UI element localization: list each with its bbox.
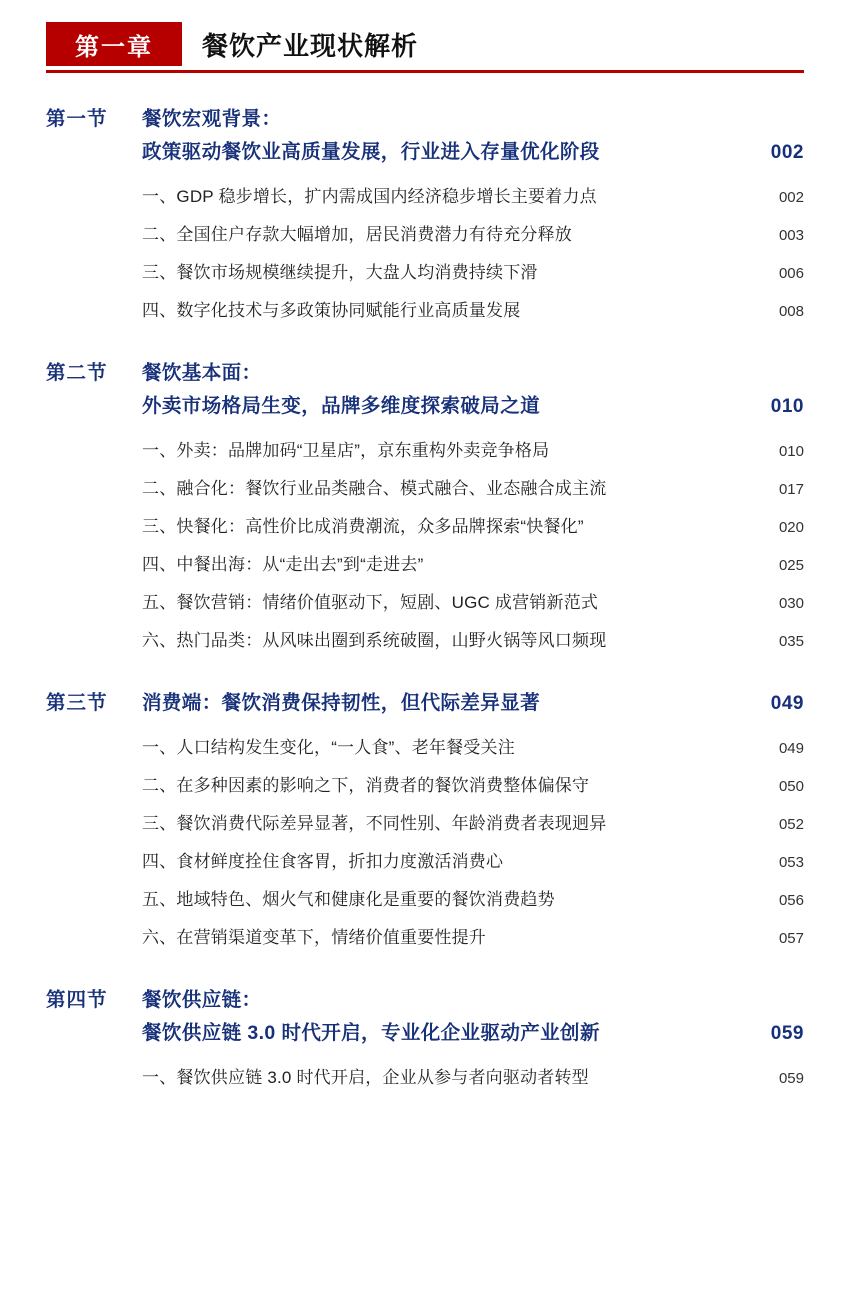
section-header[interactable] (46, 357, 804, 423)
section-entries (46, 429, 804, 657)
toc-entry[interactable] (46, 1056, 804, 1094)
section-entries (46, 175, 804, 327)
toc-entry-text: 三、快餐化：高性价比成消费潮流，众多品牌探索“快餐化” (142, 516, 584, 536)
toc-entry-page: 059 (778, 1069, 804, 1087)
toc-entry[interactable] (46, 840, 804, 878)
toc-entry-text: 三、餐饮消费代际差异显著，不同性别、年龄消费者表现迥异 (142, 813, 607, 833)
toc-entry[interactable] (46, 726, 804, 764)
section-title-line: 外卖市场格局生变，品牌多维度探索破局之道 (142, 395, 541, 417)
section-title-line: 消费端：餐饮消费保持韧性，但代际差异显著 (142, 692, 541, 714)
toc-entry-text: 二、在多种因素的影响之下，消费者的餐饮消费整体偏保守 (142, 775, 590, 795)
toc-entry[interactable] (46, 878, 804, 916)
toc-section (46, 687, 804, 954)
toc-entry[interactable] (46, 764, 804, 802)
toc-entry-text: 二、融合化：餐饮行业品类融合、模式融合、业态融合成主流 (142, 478, 607, 498)
toc-entry-text: 四、中餐出海：从“走出去”到“走进去” (142, 554, 424, 574)
toc-entry[interactable] (46, 916, 804, 954)
toc-entry-page: 057 (778, 929, 804, 947)
section-title-block (142, 357, 804, 423)
toc-page (0, 22, 850, 1298)
toc-entry-page: 002 (778, 188, 804, 206)
toc-entry[interactable] (46, 467, 804, 505)
toc-entry-page: 056 (778, 891, 804, 909)
toc-entry-text: 五、餐饮营销：情绪价值驱动下，短剧、UGC 成营销新范式 (142, 592, 599, 612)
toc-entry-text: 五、地域特色、烟火气和健康化是重要的餐饮消费趋势 (142, 889, 555, 909)
toc-entry-page: 017 (778, 480, 804, 498)
toc-entry-text: 一、人口结构发生变化，“一人食”、老年餐受关注 (142, 737, 515, 757)
toc-entry-text: 六、在营销渠道变革下，情绪价值重要性提升 (142, 927, 486, 947)
section-header[interactable] (46, 984, 804, 1050)
toc-entry-page: 006 (778, 264, 804, 282)
toc-entry-page: 049 (778, 739, 804, 757)
toc-entry[interactable] (46, 505, 804, 543)
toc-entry-page: 010 (778, 442, 804, 460)
toc-entry-page: 030 (778, 594, 804, 612)
toc-entry[interactable] (46, 213, 804, 251)
toc-entry-text: 一、GDP 稳步增长，扩内需成国内经济稳步增长主要着力点 (142, 186, 597, 206)
section-page-number: 049 (770, 693, 804, 714)
section-page-number: 010 (770, 396, 804, 417)
toc-entry[interactable] (46, 802, 804, 840)
toc-section (46, 103, 804, 327)
section-title-line: 餐饮基本面： (142, 362, 262, 384)
toc-entry-text: 二、全国住户存款大幅增加，居民消费潜力有待充分释放 (142, 224, 572, 244)
toc-entry[interactable] (46, 251, 804, 289)
toc-entry[interactable] (46, 619, 804, 657)
toc-entry-page: 020 (778, 518, 804, 536)
toc-entry[interactable] (46, 543, 804, 581)
toc-entry-page: 052 (778, 815, 804, 833)
toc-entry[interactable] (46, 429, 804, 467)
section-title-line: 餐饮宏观背景： (142, 108, 282, 130)
header-divider (46, 70, 804, 73)
toc-entry-text: 四、数字化技术与多政策协同赋能行业高质量发展 (142, 300, 521, 320)
chapter-tag: 第一章 (46, 22, 182, 66)
section-entries (46, 726, 804, 954)
section-label: 第四节 (46, 989, 108, 1011)
section-label: 第三节 (46, 692, 108, 714)
toc-entry-page: 008 (778, 302, 804, 320)
toc-entry-page: 035 (778, 632, 804, 650)
section-label: 第一节 (46, 108, 108, 130)
section-header[interactable] (46, 687, 804, 720)
section-title-block (142, 103, 804, 169)
toc-entry-text: 六、热门品类：从风味出圈到系统破圈，山野火锅等风口频现 (142, 630, 607, 650)
toc-entry-page: 053 (778, 853, 804, 871)
toc-entry[interactable] (46, 175, 804, 213)
section-label: 第二节 (46, 362, 108, 384)
section-title-block (142, 687, 804, 720)
toc-entry-text: 一、外卖：品牌加码“卫星店”，京东重构外卖竞争格局 (142, 440, 550, 460)
toc-entry[interactable] (46, 581, 804, 619)
section-page-number: 059 (770, 1023, 804, 1044)
section-page-number: 002 (770, 142, 804, 163)
section-header[interactable] (46, 103, 804, 169)
toc-entry-text: 三、餐饮市场规模继续提升，大盘人均消费持续下滑 (142, 262, 538, 282)
toc-section (46, 984, 804, 1094)
section-title-line: 餐饮供应链 3.0 时代开启，专业化企业驱动产业创新 (142, 1022, 600, 1044)
chapter-title: 餐饮产业现状解析 (202, 30, 419, 61)
chapter-header (46, 22, 804, 66)
section-entries (46, 1056, 804, 1094)
toc-entry[interactable] (46, 289, 804, 327)
toc-entry-text: 一、餐饮供应链 3.0 时代开启，企业从参与者向驱动者转型 (142, 1067, 589, 1087)
toc-entry-text: 四、食材鲜度拴住食客胃，折扣力度激活消费心 (142, 851, 504, 871)
section-title-block (142, 984, 804, 1050)
section-title-line: 政策驱动餐饮业高质量发展，行业进入存量优化阶段 (142, 141, 600, 163)
toc-section (46, 357, 804, 657)
toc-entry-page: 025 (778, 556, 804, 574)
toc-entry-page: 003 (778, 226, 804, 244)
toc-entry-page: 050 (778, 777, 804, 795)
section-title-line: 餐饮供应链： (142, 989, 262, 1011)
